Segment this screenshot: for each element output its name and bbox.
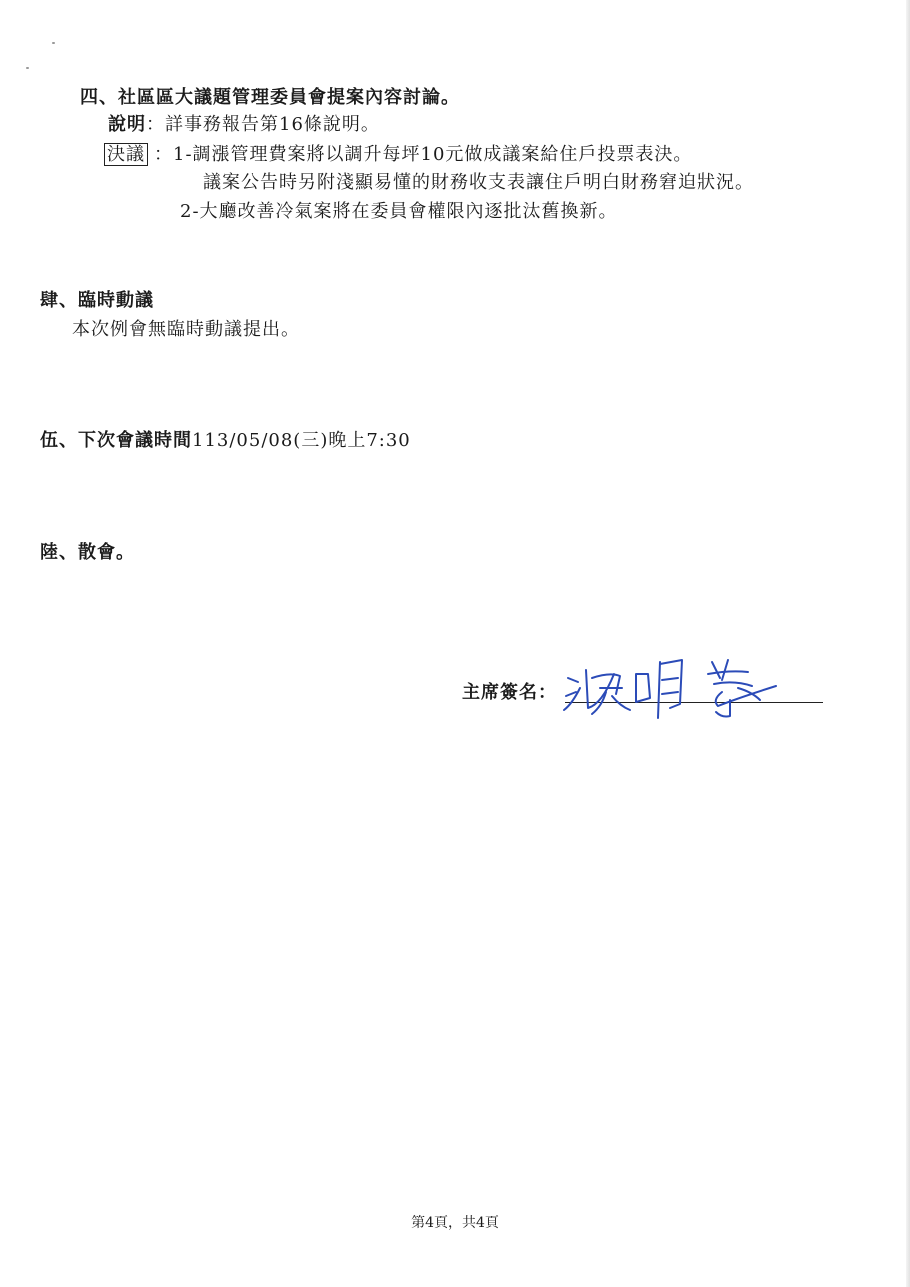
item4-decision-line3: 2-大廳改善冷氣案將在委員會權限內逐批汰舊換新。 [180, 201, 618, 222]
explain-text: ：詳事務報告第16條說明。 [146, 114, 380, 135]
section-wu [40, 429, 411, 453]
section-liu-title: 陸、散會。 [40, 542, 135, 563]
page-footer: 第4頁，共4頁 [411, 1215, 499, 1231]
item4-title: 四、社區區大議題管理委員會提案內容討論。 [80, 87, 460, 108]
section-si-title: 肆、臨時動議 [40, 290, 154, 311]
section-si-text: 本次例會無臨時動議提出。 [72, 319, 300, 340]
item4-decision-line1 [104, 143, 692, 167]
scan-edge-shadow [906, 0, 910, 1287]
scan-speck [26, 67, 29, 69]
section-wu-title: 伍、下次會議時間 [40, 430, 192, 451]
scan-speck [52, 42, 55, 44]
decision-label-box: 決議 [104, 143, 148, 166]
item4-explain [108, 113, 380, 137]
handwritten-signature [562, 648, 792, 723]
next-meeting-datetime: 113/05/08(三)晚上7:30 [192, 430, 411, 451]
explain-label: 說明 [108, 114, 146, 135]
item4-decision-line2: 議案公告時另附淺顯易懂的財務收支表讓住戶明白財務窘迫狀況。 [203, 172, 754, 193]
signature-label: 主席簽名： [462, 682, 557, 703]
decision-1a: ：1-調漲管理費案將以調升每坪10元做成議案給住戶投票表決。 [154, 144, 693, 165]
